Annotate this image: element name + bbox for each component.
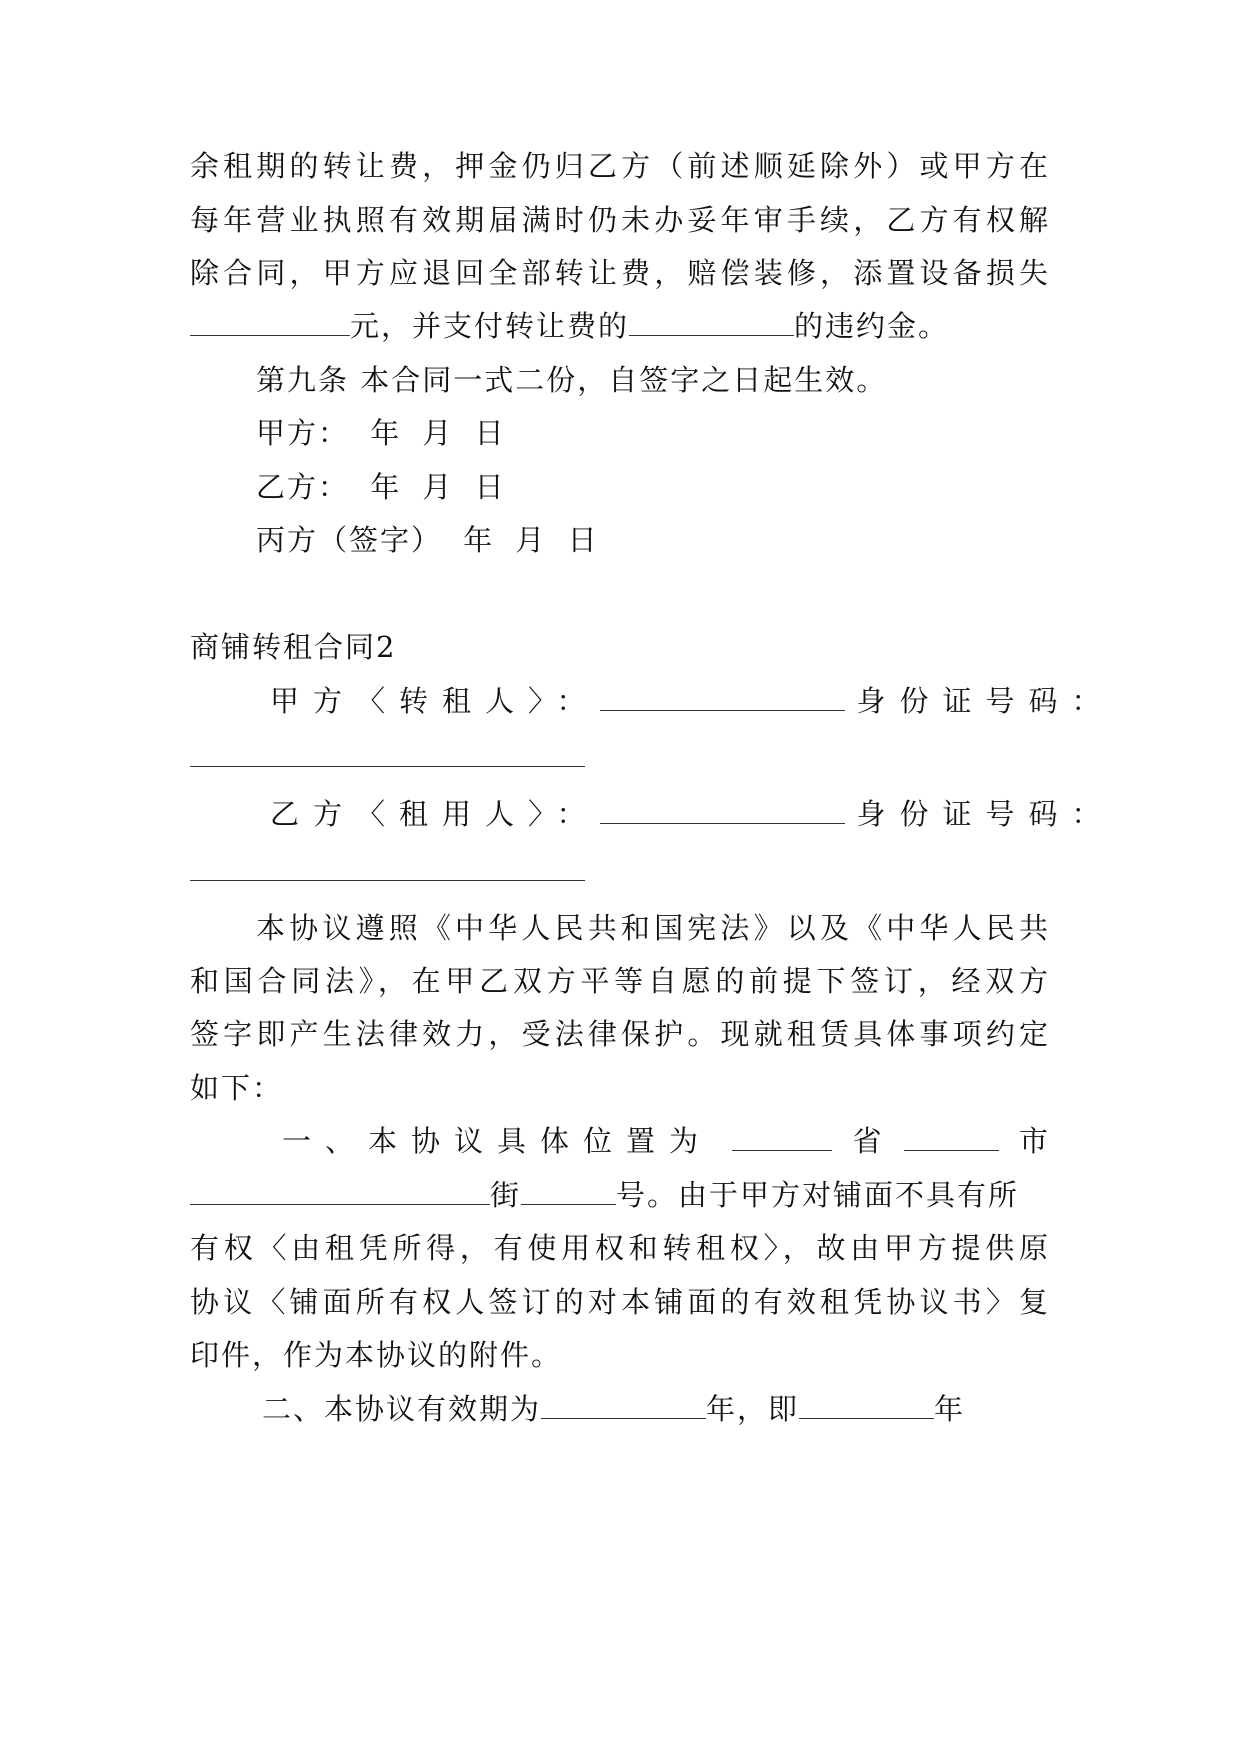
section-title: 商铺转租合同2 [190,630,397,664]
text-fragment: 街 [490,1178,522,1212]
label: 身份证号码： [856,797,1115,831]
blank-field [190,1178,490,1205]
text-line: 和国合同法》，在甲乙双方平等自愿的前提下签订，经双方 [190,964,1050,998]
label: 乙方〈租用人〉： [270,797,600,831]
blank-field [732,1124,832,1151]
text-line [190,306,1050,346]
blank-field [190,880,585,881]
blank-field [190,309,350,336]
clause-two-line [262,1389,1050,1429]
clause-nine: 第九条 本合同一式二份，自签字之日起生效。 [256,363,888,397]
text-line: 有权〈由租凭所得，有使用权和转租权〉，故由甲方提供原 [190,1231,1050,1265]
text-line: 本协议遵照《中华人民共和国宪法》以及《中华人民共 [256,911,1050,945]
blank-field [799,1392,934,1419]
signature-party-c: 丙方（签字） 年 月 日 [256,523,599,557]
text-fragment: 年 [934,1392,966,1426]
text-line: 印件，作为本协议的附件。 [190,1338,563,1372]
text-line: 如下： [190,1071,284,1105]
text-fragment: 元，并支付转让费的 [350,309,630,343]
text-fragment: 一、本协议具体位置为 [282,1124,713,1158]
text-fragment: 号。由于甲方对铺面不具有所 [616,1178,1020,1212]
party-a-line [270,681,1115,721]
blank-field [190,766,585,767]
text-line [190,1175,1050,1215]
text-line: 签字即产生法律效力，受法律保护。现就租赁具体事项约定 [190,1017,1050,1051]
signature-party-a: 甲方： 年 月 日 [256,416,506,450]
text-line: 每年营业执照有效期届满时仍未办妥年审手续，乙方有权解 [190,203,1050,237]
blank-field [629,309,794,336]
label: 甲方〈转租人〉： [270,684,600,718]
text-fragment: 年，即 [706,1392,800,1426]
text-line: 余租期的转让费，押金仍归乙方（前述顺延除外）或甲方在 [190,149,1050,183]
party-b-line [270,794,1115,834]
signature-party-b: 乙方： 年 月 日 [256,470,506,504]
blank-field [521,1178,616,1205]
clause-one-line [282,1121,1050,1161]
blank-field [600,684,845,711]
text-line: 协议〈铺面所有权人签订的对本铺面的有效租凭协议书〉复 [190,1285,1050,1319]
text-line: 除合同，甲方应退回全部转让费，赔偿装修，添置设备损失 [190,256,1050,290]
blank-field [541,1392,706,1419]
text-fragment: 二、本协议有效期为 [262,1392,542,1426]
label: 身份证号码： [856,684,1115,718]
text-fragment: 市 [1018,1124,1050,1158]
text-fragment: 的违约金。 [794,309,950,343]
blank-field [600,797,845,824]
text-fragment: 省 [852,1124,884,1158]
blank-field [904,1124,999,1151]
